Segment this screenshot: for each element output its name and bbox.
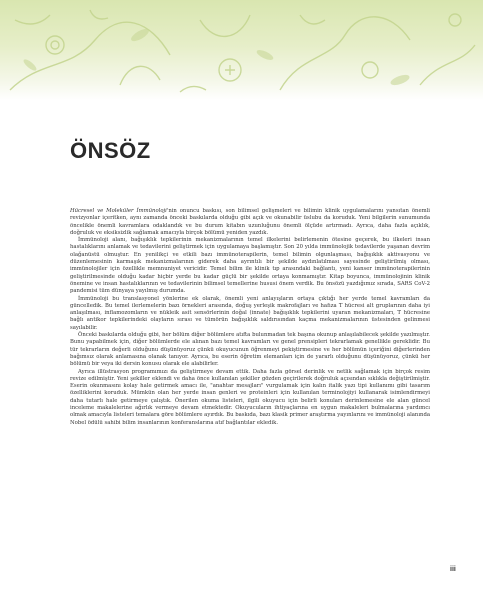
- botanical-ornament-icon: [0, 0, 483, 100]
- paragraph-2: İmmünoloji alanı, bağışıklık tepkilerinin mekanizmalarının temel ilkelerini belirlemenin ötesine geçerek, bu ilkeleri insan hastalıklarını anlamak ve tedavilerini geliştirmek için uygulamaya başlamıştır. Son 20 yılda immünolojik tedavilerde yaşanan devrim olağanüstü olmuştur. En yenilikçi ve etkili bazı immünoterapilerin, temel bilimin olgunlaşması, bağışıklık aktivasyonu ve düzenlemesinin karmaşık mekanizmalarının giderek daha ayrıntılı bir şekilde aydınlatılması sayesinde geliştirilmiş olması, immünolojiler için özellikle memnuniyet vericidir. Temel bilim ile klinik tıp arasındaki bağlantı, yeni kanser immünoterapilerinin geliştirilmesinde olduğu kadar hiçbir yerde bu kadar güçlü bir şekilde ortaya konmamıştır. Kitap boyunca, immünolojinin klinik önemine ve insan hastalıklarının ve tedavilerinin bilimsel temellerine hususi önem verdik. Bu önsözü yazdığımız sırada, SARS CoV-2 pandemisi tüm dünyaya yayılmış durumda.: [70, 237, 430, 295]
- page-title: ÖNSÖZ: [70, 138, 151, 163]
- page-number: iii: [450, 566, 456, 573]
- decorative-header-band: [0, 0, 483, 100]
- book-title-emphasis: Hücresel ve Moleküler İmmünoloji: [70, 208, 167, 214]
- paragraph-4: Önceki baskılarda olduğu gibi, her bölüm diğer bölümlere atıfta bulunmadan tek başına okunup anlaşılabilecek şekilde yazılmıştır. Bunu yapabilmek için, diğer bölümlerde ele alınan bazı temel kavramları ve genel prensipleri tekrarlamak genellikle gereklidir. Bu tür tekrarların değerli olduğunu düşünüyoruz çünkü okuyucunun öğrenmeyi pekiştirmesine ve her bölümün içeriğini diğerlerinden bağımsız olarak anlamasına olanak tanıyor. Ayrıca, bu eserin öğretim elemanları için de yararlı olduğunu düşünüyoruz, çünkü her bölümü bir veya iki dersin konusu olarak ele alabilirler.: [70, 332, 430, 368]
- paragraph-5: Ayrıca illüstrasyon programımızı da geliştirmeye devam ettik. Daha fazla görsel derinlik ve netlik sağlamak için birçok resim revize edilmiştir. Yeni şekiller eklendi ve daha önce kullanılan şekiller gözden geçirilerek doğruluk açısından sıklıkla değiştirilmiştir. Eserin okunmasını kolay hale getirmek amacı ile, "anahtar mesajları" vurgulamak için kalın italik yazı tipi kullanımı gibi tasarım özelliklerini koruduk. Mümkün olan her yerde insan genleri ve proteinleri için kullanılan terminolojiyi kullanarak isimlendirmeyi daha tutarlı hale getirmeye çalıştık. Önerilen okuma listeleri, ilgili okuyucu için belirli konuları derinlemesine ele alan güncel inceleme makalelerine ağırlık vermeye devam etmektedir. Okuyucuların ihtiyaçlarına en uygun makaleleri bulmalarına yardımcı olmak amacıyla listeleri temalara göre bölümlere ayırdık. Bu baskıda, bazı klasik primer araştırma yayınlarını ve immünoloji alanında Nobel ödülü sahibi bilim insanlarının konferanslarına atıf bağlantılar ekledik.: [70, 368, 430, 426]
- paragraph-3: İmmünoloji bu translasyonel yönlerine ek olarak, önemli yeni anlayışların ortaya çıktığı her yerde temel kavramları da güncelledik. Bu temel ilerlemelerin bazı örnekleri arasında, doğuş yerleşik makrofajları ve hafıza T hücresi alt gruplarının daha iyi anlaşılması, inflamozomların ve nükleik asit sensörlerinin doğal (innate) bağışıklık tepkilerini uyaran mekanizmaları, T hücresine bağlı antikor tepkilerindeki olayların sırası ve tümörün bağışıklık saldırısından kaçma mekanizmalarının üstesinden gelinmesi sayılabilir.: [70, 295, 430, 331]
- paragraph-1: Hücresel ve Moleküler İmmünoloji'nin onuncu baskısı, son bilimsel gelişmeleri ve bilimin klinik uygulamalarını yansıtan önemli revizyonlar içeritken, aynı zamanda önceki baskılarda olduğu gibi açık ve okunabilir üslubu da koruduk. Yeni bilgilerin sunumunda öncelikle önemli kavramlara odaklandık ve bu durum kitabın uzunluğunu önemli ölçüde artırmadı. Ayrıca, daha fazla açıklık, doğruluk ve eksiksizlik sağlamak amacıyla birçok bölümü yeniden yazdık.: [70, 208, 430, 236]
- foreword-body: [70, 208, 430, 427]
